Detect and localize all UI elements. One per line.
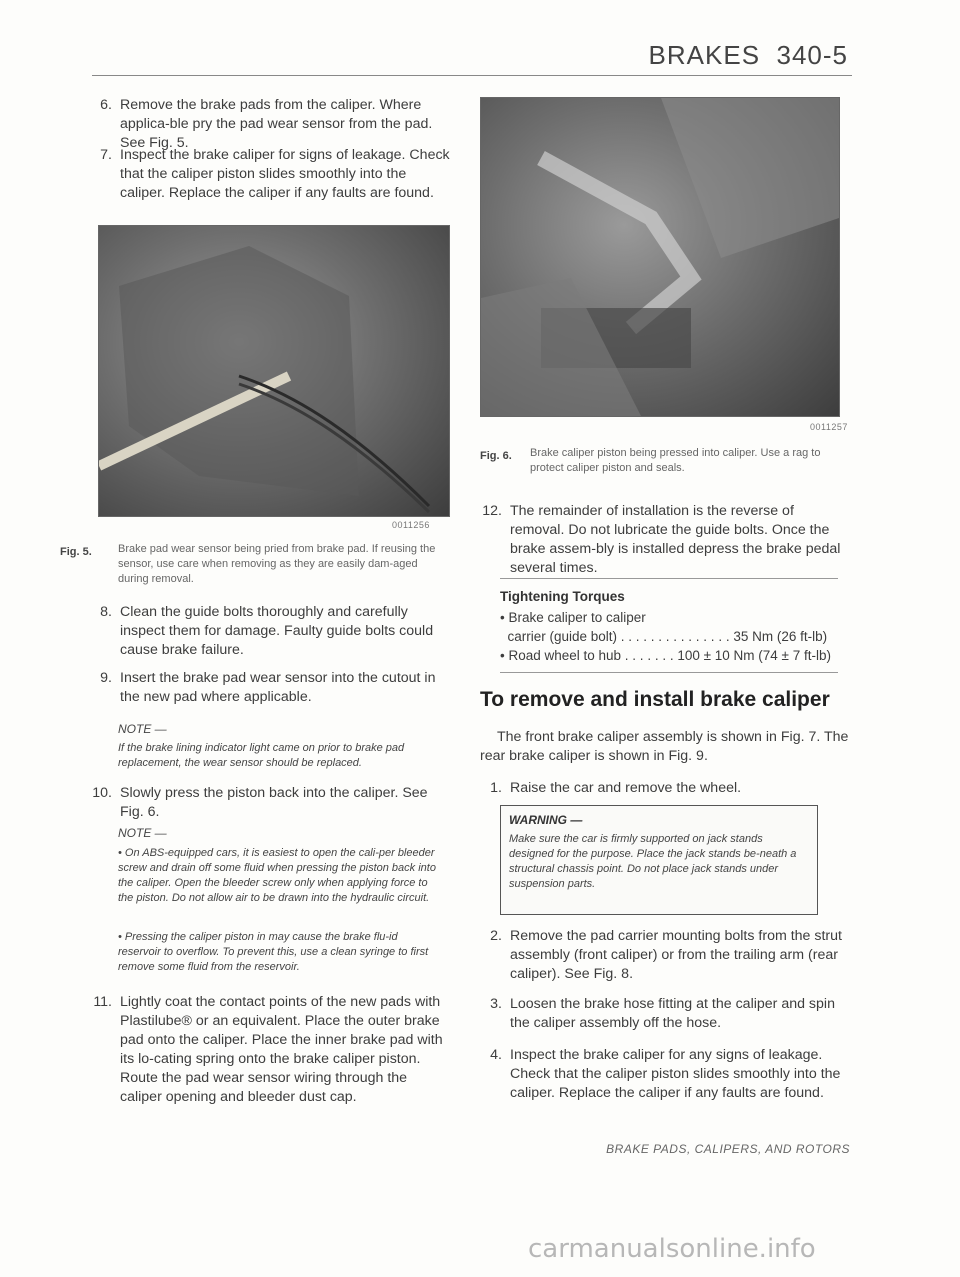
step-9 — [90, 669, 452, 707]
warning-box — [500, 805, 818, 915]
right-step-3 — [480, 995, 852, 1033]
step-number: 10. — [92, 785, 112, 801]
right-step-4 — [480, 1046, 852, 1103]
section-footer: BRAKE PADS, CALIPERS, AND ROTORS — [606, 1142, 850, 1156]
step-number: 7. — [100, 147, 112, 163]
step-text: Lightly coat the contact points of the new pads with Plastilube® or an equivalent. Place the outer brake pad onto the caliper. Place the inner brake pad with its lo-cating spring onto the brake caliper piston. Route the pad wear sensor wiring through the caliper opening and bleeder dust cap. — [120, 994, 443, 1105]
step-7 — [90, 146, 452, 203]
warning-text: Make sure the car is firmly supported on jack stands designed for the purpose. Place the jack stands be-neath a structural chassis point. Do not place jack stands under suspension parts. — [509, 833, 797, 890]
note-1-head: NOTE — — [118, 722, 167, 736]
fig-6-text: Brake caliper piston being pressed into caliper. Use a rag to protect caliper piston and seals. — [530, 447, 821, 474]
step-number: 11. — [93, 994, 112, 1010]
step-text: The remainder of installation is the reverse of removal. Do not lubricate the guide bolts. Once the brake assem-bly is installed depress the brake pedal several times. — [510, 503, 841, 576]
note-1-text: If the brake lining indicator light came on prior to brake pad replacement, the wear sensor should be replaced. — [118, 742, 405, 769]
step-text: Remove the pad carrier mounting bolts from the strut assembly (front caliper) or from the trailing arm (rear caliper). See Fig. 8. — [510, 928, 842, 982]
fig-5-label: Fig. 5. — [60, 546, 92, 558]
step-text: Remove the brake pads from the caliper. Where applica-ble pry the pad wear sensor from the pad. See Fig. 5. — [120, 97, 433, 151]
fig-6-photo — [480, 97, 840, 417]
torque-heading: Tightening Torques — [500, 589, 625, 604]
note-2-bullet-1: • On ABS-equipped cars, it is easiest to open the cali-per bleeder screw and drain off some fluid when pressing the piston back into the caliper. Open the bleeder screw only when applying force to the piston. Do not allow air to be drawn into the hydraulic circuit. — [118, 847, 436, 904]
step-text: Loosen the brake hose fitting at the caliper and spin the caliper assembly off the hose. — [510, 996, 835, 1031]
step-number: 12. — [482, 503, 502, 519]
torque-line-1: • Brake caliper to caliper — [500, 610, 646, 625]
step-number: 4. — [490, 1047, 502, 1063]
torque-rule-bottom — [500, 672, 838, 673]
header-rule — [92, 75, 852, 76]
step-number: 9. — [100, 670, 112, 686]
fig-6-id: 0011257 — [810, 422, 848, 432]
fig-5-id: 0011256 — [392, 520, 430, 530]
fig-5-caption — [60, 542, 450, 585]
step-number: 6. — [100, 97, 112, 113]
step-number: 3. — [490, 996, 502, 1012]
fig-6-label: Fig. 6. — [480, 450, 512, 462]
step-text: Slowly press the piston back into the caliper. See Fig. 6. — [120, 785, 428, 820]
caliper-illustration — [481, 98, 839, 416]
fig-5-photo — [98, 225, 450, 517]
brake-pad-illustration — [99, 226, 449, 516]
step-10 — [90, 784, 452, 822]
step-number: 8. — [100, 604, 112, 620]
torque-line-2: carrier (guide bolt) . . . . . . . . . . . . . . . 35 Nm (26 ft-lb) — [500, 629, 828, 644]
right-step-1 — [480, 779, 852, 798]
step-8 — [90, 603, 452, 660]
torque-line-3: • Road wheel to hub . . . . . . . 100 ± 10 Nm (74 ± 7 ft-lb) — [500, 648, 831, 663]
step-11 — [90, 993, 452, 1107]
step-number: 2. — [490, 928, 502, 944]
note-2-bullet-2: • Pressing the caliper piston in may cause the brake flu-id reservoir to overflow. To prevent this, use a clean syringe to first remove some fluid from the reservoir. — [118, 931, 429, 973]
page-header — [649, 40, 848, 71]
step-number: 1. — [490, 780, 502, 796]
page-number: 340-5 — [776, 40, 848, 70]
fig-5-text: Brake pad wear sensor being pried from brake pad. If reusing the sensor, use care when removing as they are easily dam-aged during removal. — [118, 543, 436, 585]
section-title: To remove and install brake caliper — [480, 688, 830, 711]
warning-head: WARNING — — [509, 813, 583, 827]
step-text: Inspect the brake caliper for signs of leakage. Check that the caliper piston slides smoothly into the caliper. Replace the caliper if any faults are found. — [120, 147, 450, 201]
torque-rule-top — [500, 578, 838, 579]
watermark: carmanualsonline.info — [528, 1234, 816, 1264]
step-12 — [480, 502, 852, 578]
step-text: Clean the guide bolts thoroughly and carefully inspect them for damage. Faulty guide bolts could cause brake failure. — [120, 604, 434, 658]
step-text: Raise the car and remove the wheel. — [510, 780, 742, 796]
note-2-head: NOTE — — [118, 826, 167, 840]
header-title: BRAKES — [648, 40, 761, 70]
right-step-2 — [480, 927, 852, 984]
section-intro: The front brake caliper assembly is shown in Fig. 7. The rear brake caliper is shown in Fig. 9. — [480, 729, 849, 764]
step-text: Inspect the brake caliper for any signs of leakage. Check that the caliper piston slides smoothly into the caliper. Replace the caliper if any faults are found. — [510, 1047, 841, 1101]
fig-6-caption — [480, 446, 850, 474]
step-6 — [90, 96, 452, 153]
step-text: Insert the brake pad wear sensor into the cutout in the new pad where applicable. — [120, 670, 436, 705]
